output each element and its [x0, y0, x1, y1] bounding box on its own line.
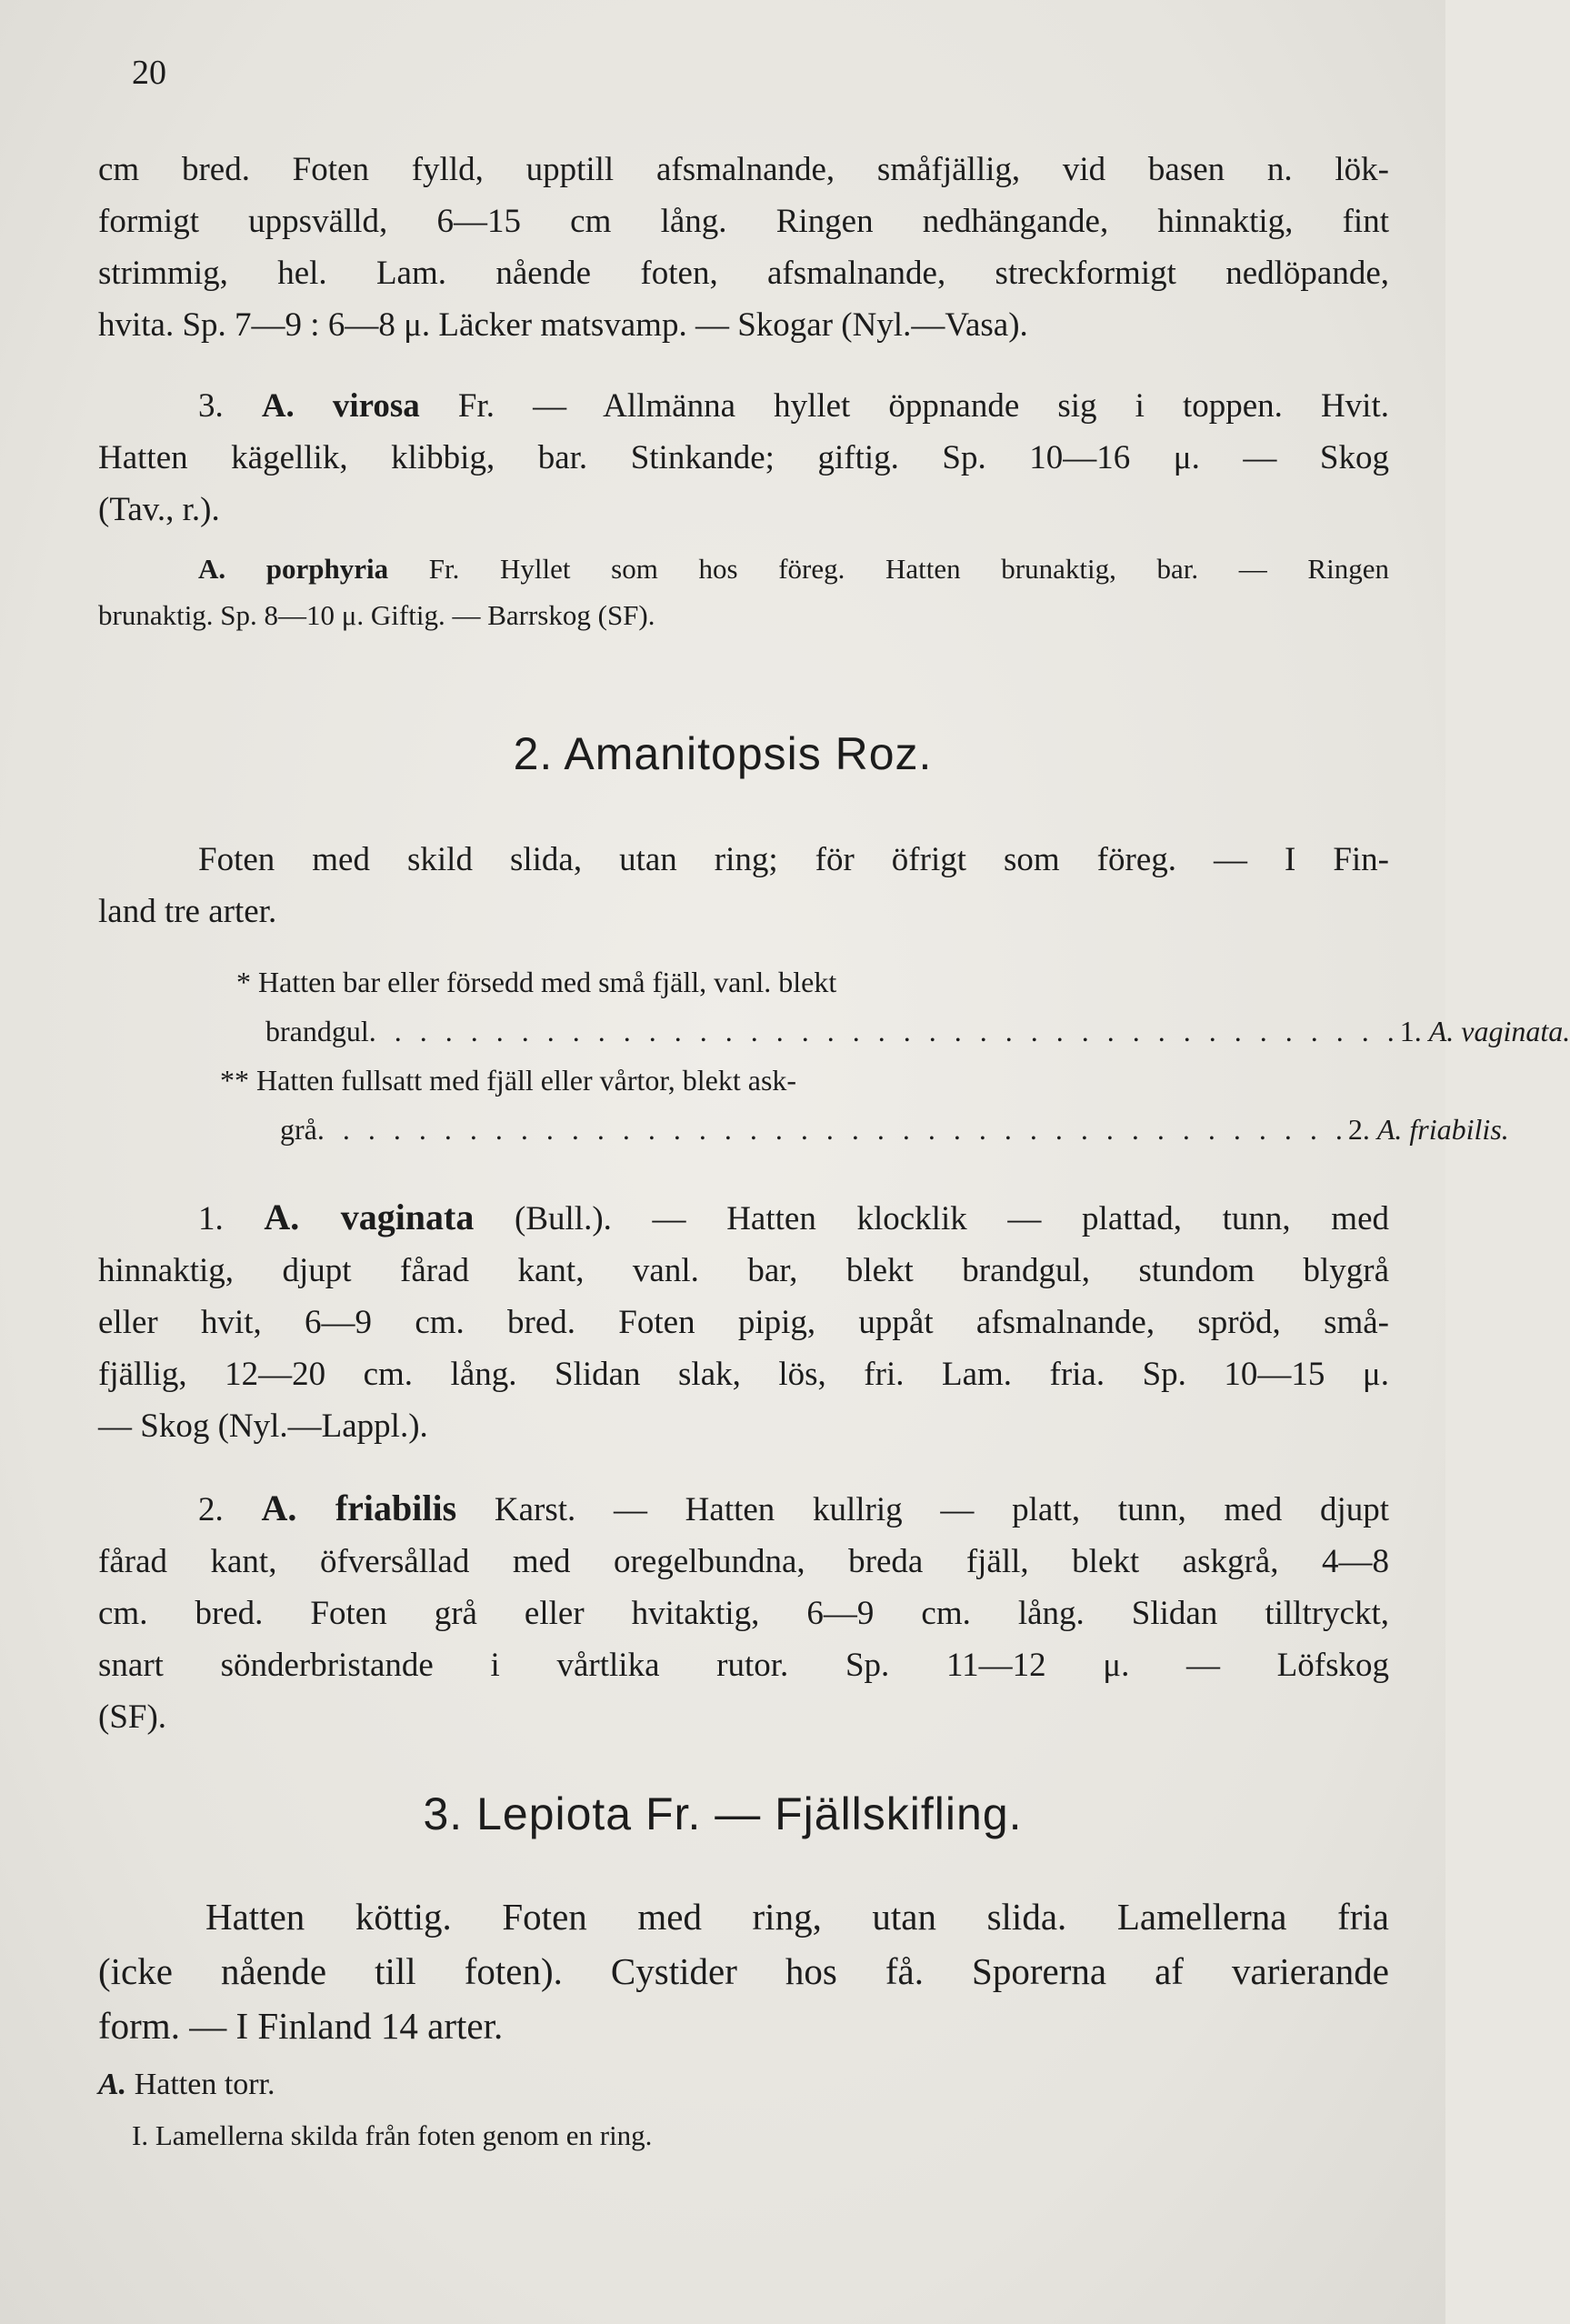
text-line: eller hvit, 6—9 cm. bred. Foten pipig, uppåt afsmalnande, spröd, små- [98, 1304, 1389, 1341]
entry-virosa [98, 380, 1389, 536]
entry-number: 3. [198, 387, 224, 425]
text-line: cm bred. Foten fylld, upptill afsmalnande, småfjällig, vid basen n. lök- [98, 151, 1389, 188]
subsection-label: A. [98, 2068, 127, 2101]
text-line [98, 546, 1389, 592]
key-ref-name: A. friabilis. [1376, 1113, 1509, 1146]
key-ref-number: 2. [1347, 1113, 1377, 1146]
text-line: form. — I Finland 14 arter. [98, 2005, 504, 2047]
amanitopsis-description [98, 834, 1389, 937]
entry-text: Fr. — Allmänna hyllet öppnande sig i toppen. Hvit. [419, 387, 1389, 425]
entry-text: Karst. — Hatten kullrig — platt, tunn, med djupt [456, 1491, 1390, 1528]
entry-porphyria [98, 546, 1389, 638]
text-line: — Skog (Nyl.—Lappl.). [98, 1407, 428, 1445]
text-line: (icke nående till foten). Cystider hos få. Sporerna af varierande [98, 1950, 1389, 1992]
leader-dots: . . . . . . . . . . . . . . . . . . . . . . . . . . . . . . . . . . . . . . . . . [368, 1015, 1400, 1047]
key-text: ** Hatten fullsatt med fjäll eller vårtor, blekt ask- [220, 1064, 797, 1097]
text-line: hinnaktig, djupt fårad kant, vanl. bar, blekt brandgul, stundom blygrå [98, 1252, 1389, 1289]
subsection-i: I. Lamellerna skilda från foten genom en ring. [132, 2119, 653, 2151]
text-line: cm. bred. Foten grå eller hvitaktig, 6—9 cm. lång. Slidan tilltryckt, [98, 1595, 1389, 1632]
text-line: (SF). [98, 1698, 167, 1736]
text-line: (Tav., r.). [98, 491, 220, 528]
entry-vaginata [98, 1191, 1389, 1452]
key-line [227, 1105, 1509, 1154]
subsection-a [98, 2062, 1389, 2108]
text-line: Hatten köttig. Foten med ring, utan slida. Lamellerna fria [205, 1896, 1389, 1938]
text-line [98, 1191, 1389, 1245]
text-line: fjällig, 12—20 cm. lång. Slidan slak, lös, fri. Lam. fria. Sp. 10—15 μ. [98, 1356, 1389, 1393]
key-text: brandgul [265, 1015, 369, 1047]
species-name: A. virosa [261, 387, 420, 425]
text-line [98, 1482, 1389, 1536]
text-line: hvita. Sp. 7—9 : 6—8 μ. Läcker matsvamp. — Skogar (Nyl.—Vasa). [98, 306, 1028, 344]
key-reference [1400, 1007, 1570, 1056]
key-item-2 [220, 1056, 1509, 1154]
key-ref-name: A. vaginata. [1428, 1015, 1570, 1047]
entry-number: 1. [198, 1200, 224, 1237]
key-item-1 [227, 957, 1570, 1056]
lepiota-description [98, 1889, 1389, 2053]
text-line: Foten med skild slida, utan ring; för öfrigt som föreg. — I Fin- [198, 841, 1389, 878]
key-ref-number: 1. [1399, 1015, 1429, 1047]
leader-dots: . . . . . . . . . . . . . . . . . . . . . . . . . . . . . . . . . . . . . . . . . [316, 1113, 1348, 1146]
species-name: A. vaginata [264, 1197, 475, 1237]
page-number: 20 [132, 54, 166, 92]
entry-text: (Bull.). — Hatten klocklik — plattad, tunn, med [474, 1200, 1389, 1237]
identification-key [220, 957, 1570, 1154]
text-line: fårad kant, öfversållad med oregelbundna, breda fjäll, blekt askgrå, 4—8 [98, 1543, 1389, 1580]
text-line: brunaktig. Sp. 8—10 μ. Giftig. — Barrskog (SF). [98, 599, 655, 631]
section-heading-amanitopsis: 2. Amanitopsis Roz. [513, 728, 933, 779]
species-name: A. porphyria [198, 553, 389, 585]
text-line [98, 380, 1389, 432]
paragraph-continued [98, 144, 1389, 351]
text-line: Hatten kägellik, klibbig, bar. Stinkande; giftig. Sp. 10—16 μ. — Skog [98, 439, 1389, 476]
text-line: strimmig, hel. Lam. nående foten, afsmalnande, streckformigt nedlöpande, [98, 255, 1389, 292]
entry-number: 2. [198, 1491, 224, 1528]
key-text: grå [280, 1113, 317, 1146]
subsection-text: Hatten torr. [126, 2068, 275, 2101]
species-name: A. friabilis [261, 1488, 457, 1528]
key-text: * Hatten bar eller försedd med små fjäll, vanl. blekt [236, 966, 837, 998]
entry-friabilis [98, 1482, 1389, 1743]
text-line: snart sönderbristande i vårtlika rutor. Sp. 11—12 μ. — Löfskog [98, 1647, 1389, 1684]
key-line [227, 1007, 1570, 1056]
entry-text: Fr. Hyllet som hos föreg. Hatten brunaktig, bar. — Ringen [388, 553, 1389, 585]
text-line: formigt uppsvälld, 6—15 cm lång. Ringen nedhängande, hinnaktig, fint [98, 203, 1389, 240]
section-heading-lepiota: 3. Lepiota Fr. — Fjällskifling. [423, 1788, 1023, 1839]
text-line: land tre arter. [98, 893, 277, 930]
key-reference [1348, 1105, 1509, 1154]
